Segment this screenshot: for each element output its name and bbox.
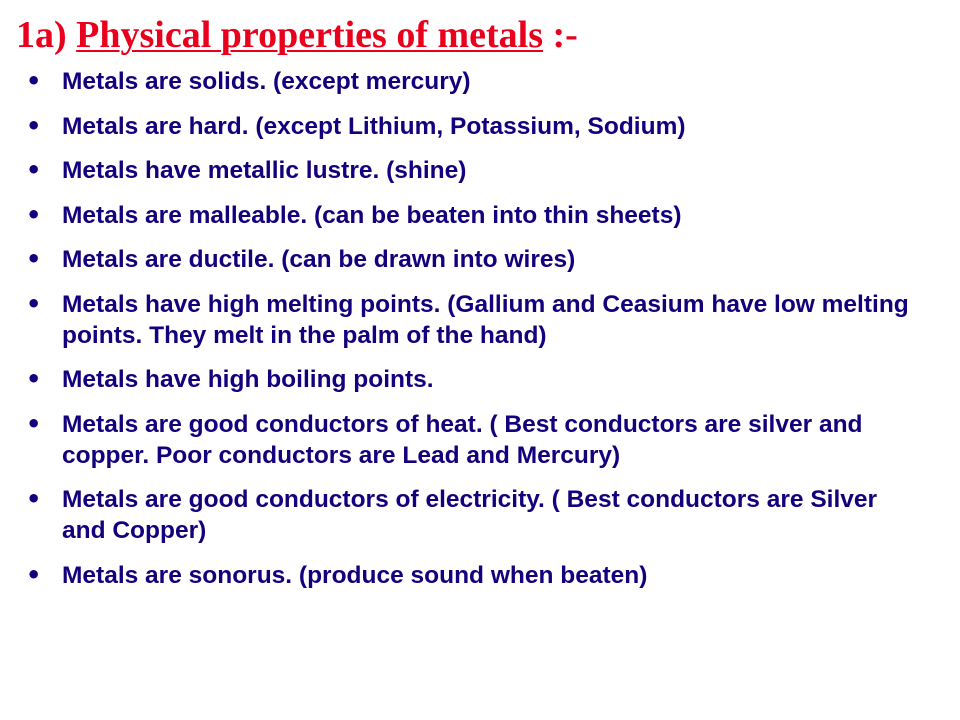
title-underlined: Physical properties of metals (76, 14, 543, 56)
list-item (24, 155, 924, 186)
list-item-text: Metals are solids. (except mercury) (62, 68, 471, 95)
list-item-text: Metals are good conductors of electricity. ( Best conductors are Silver and Copper) (62, 486, 878, 544)
title-prefix: 1a) (16, 14, 77, 56)
bullet-icon: • (26, 365, 42, 393)
list-item-text: Metals are malleable. (can be beaten into thin sheets) (62, 201, 682, 229)
list-item-text: Metals have metallic lustre. (shine) (62, 157, 467, 184)
list-item (24, 409, 924, 471)
list-item (24, 66, 924, 97)
list-item-text: Metals are good conductors of heat. ( Best conductors are silver and copper. Poor conductors are Lead and Mercury) (62, 410, 863, 469)
bullet-icon: • (26, 67, 42, 95)
bullet-icon: • (26, 200, 42, 229)
list-item-text: Metals are ductile. (can be drawn into wires) (62, 246, 576, 273)
list-item (24, 289, 924, 351)
list-item-text: Metals are sonorus. (produce sound when beaten) (62, 561, 648, 589)
title-suffix: :- (543, 14, 578, 56)
list-item (24, 484, 924, 546)
list-item (24, 200, 924, 231)
list-item (24, 244, 924, 275)
list-item-text: Metals have high melting points. (Gallium and Ceasium have low melting points. They melt in the palm of the hand) (62, 290, 909, 349)
bullet-icon: • (26, 485, 42, 513)
list-item (24, 364, 924, 395)
bullet-icon: • (26, 111, 42, 140)
bullet-icon: • (26, 245, 42, 273)
list-item-text: Metals have high boiling points. (62, 366, 434, 393)
slide-title (16, 12, 578, 58)
list-item (24, 560, 924, 591)
bullet-icon: • (26, 156, 42, 184)
bullet-icon: • (26, 289, 42, 318)
bullet-icon: • (26, 409, 42, 438)
bullet-list (24, 66, 924, 604)
list-item (24, 111, 924, 142)
list-item-text: Metals are hard. (except Lithium, Potassium, Sodium) (62, 112, 686, 140)
bullet-icon: • (26, 560, 42, 589)
